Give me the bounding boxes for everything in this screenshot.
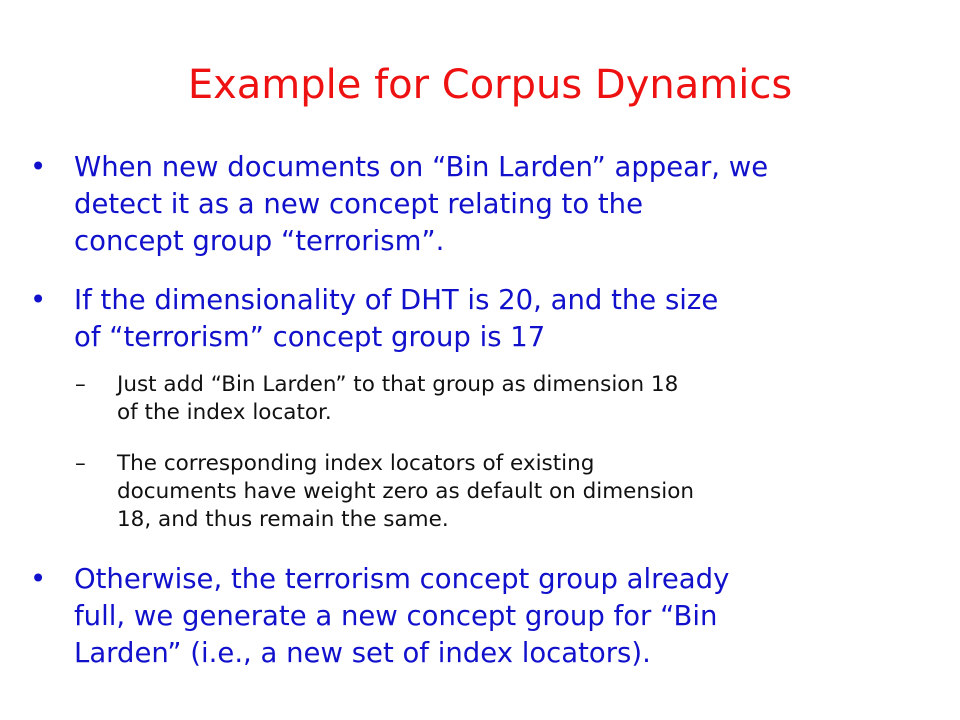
sub-bullet-2-line-1: The corresponding index locators of existing [117,451,595,476]
bullet-2-line-2: of “terrorism” concept group is 17 [74,321,546,353]
sub-bullet-1-line-2: of the index locator. [117,400,332,425]
bullet-3 [30,561,730,672]
sub-bullet-2-line-3: 18, and thus remain the same. [117,507,449,532]
bullet-3-line-2: full, we generate a new concept group for “Bin [74,600,718,632]
bullet-marker: • [30,284,47,316]
sub-bullet-marker: – [75,451,86,476]
bullet-2-line-1: If the dimensionality of DHT is 20, and the size [74,284,719,316]
sub-bullet-1-line-1: Just add “Bin Larden” to that group as dimension 18 [117,372,679,397]
bullet-1-line-3: concept group “terrorism”. [74,225,445,257]
sub-bullet-2 [75,450,694,534]
bullet-3-line-1: Otherwise, the terrorism concept group already [74,563,730,595]
sub-bullet-1 [75,371,679,427]
bullet-1 [30,149,769,260]
slide-title: Example for Corpus Dynamics [187,62,793,108]
sub-bullet-marker: – [75,372,86,397]
sub-bullet-2-line-2: documents have weight zero as default on dimension [117,479,694,504]
bullet-3-line-3: Larden” (i.e., a new set of index locators). [74,637,651,669]
bullet-1-line-1: When new documents on “Bin Larden” appear, we [74,151,769,183]
bullet-marker: • [30,563,47,595]
bullet-1-line-2: detect it as a new concept relating to the [74,188,644,220]
bullet-2 [30,282,719,356]
bullet-marker: • [30,151,47,183]
